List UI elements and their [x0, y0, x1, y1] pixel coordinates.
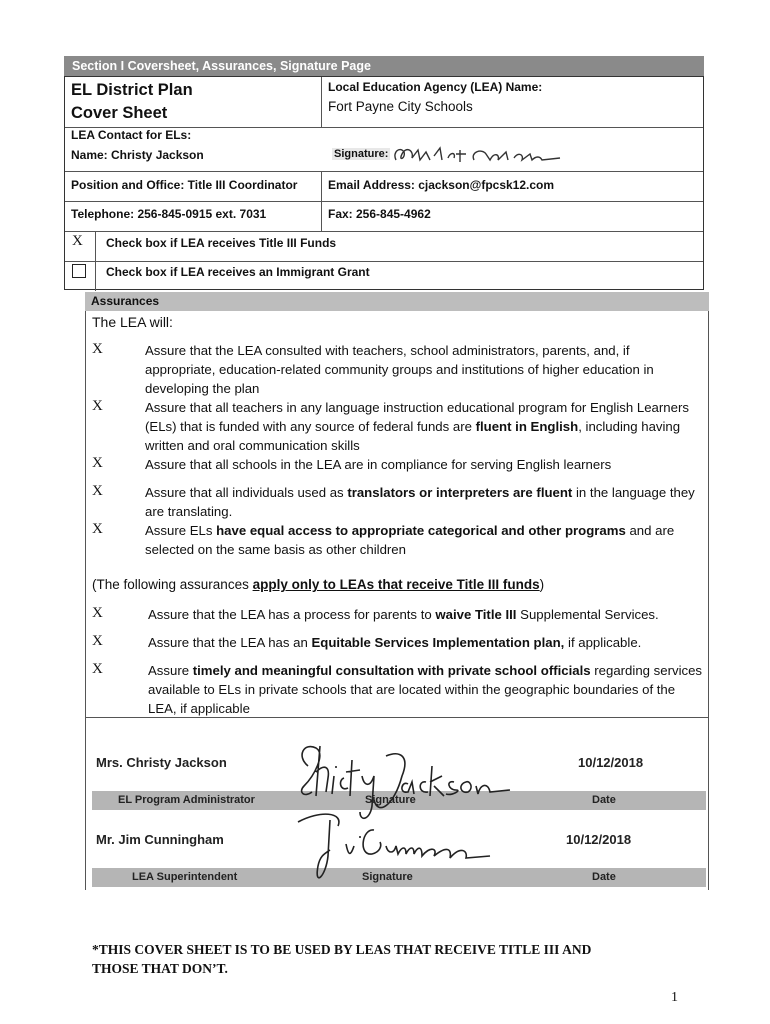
person1-name: Mrs. Christy Jackson	[96, 755, 227, 770]
person2-signature-image	[290, 806, 500, 892]
contact-signature-box	[328, 146, 700, 168]
plan-title-line2: Cover Sheet	[71, 104, 168, 122]
contact-email: Email Address: cjackson@fpcsk12.com	[328, 178, 555, 192]
assurance-item: Assure that all individuals used as translators or interpreters are fluent in the language they are translating.	[145, 485, 695, 519]
plan-title	[71, 79, 193, 125]
assurance-item: Assure that the LEA consulted with teachers, school administrators, parents, and, if appropriate, education-related community groups and institutions of higher education in developing the plan	[145, 343, 654, 396]
person2-date: 10/12/2018	[566, 832, 632, 847]
contact-label: LEA Contact for ELs:	[71, 128, 192, 142]
assurances-header: Assurances	[85, 292, 709, 311]
page-number: 1	[671, 990, 678, 1005]
title3-assurance-item: Assure timely and meaningful consultation with private school officials regarding services available to ELs in private schools that are located within the geographic boundaries of the LEA, if applicable	[148, 663, 703, 716]
assurance-mark: X	[92, 455, 103, 471]
person1-date: 10/12/2018	[578, 755, 644, 770]
footer-line2: THOSE THAT DON’T.	[92, 961, 228, 976]
footer-line1: *THIS COVER SHEET IS TO BE USED BY LEAS THAT RECEIVE TITLE III AND	[92, 942, 592, 957]
assurance-mark: X	[92, 341, 103, 357]
title3-assurance-mark: X	[92, 633, 103, 649]
contact-fax: Fax: 256-845-4962	[328, 207, 431, 221]
lea-name-value: Fort Payne City Schools	[328, 99, 473, 114]
person2-date-caption: Date	[592, 871, 616, 883]
contact-name: Name: Christy Jackson	[71, 148, 204, 162]
person2-signature-caption: Signature	[362, 871, 413, 883]
section-header: Section I Coversheet, Assurances, Signature Page	[64, 56, 704, 76]
title3-assurance-item: Assure that the LEA has an Equitable Services Implementation plan, if applicable.	[148, 635, 642, 650]
signature-label: Signature:	[334, 148, 389, 160]
assurance-item: Assure that all schools in the LEA are in compliance for serving English learners	[145, 457, 612, 472]
person1-signature-caption: Signature	[365, 794, 416, 806]
immigrant-checkbox-label: Check box if LEA receives an Immigrant Grant	[106, 265, 370, 279]
assurance-mark: X	[92, 521, 103, 537]
title3-assurance-mark: X	[92, 661, 103, 677]
title3-checkbox-label: Check box if LEA receives Title III Funds	[106, 236, 337, 250]
contact-signature-image	[390, 142, 650, 168]
assurance-item: Assure that all teachers in any language instruction educational program for English Learners (ELs) that is funded with any source of federal funds are fluent in English, including having written and oral communication skills	[145, 400, 689, 453]
title3-assurance-item: Assure that the LEA has a process for parents to waive Title III Supplemental Services.	[148, 607, 659, 622]
assurance-item: Assure ELs have equal access to appropriate categorical and other programs and are selected on the same basis as other children	[145, 523, 675, 557]
assurance-mark: X	[92, 398, 103, 414]
plan-title-line1: EL District Plan	[71, 81, 193, 99]
person2-name: Mr. Jim Cunningham	[96, 832, 224, 847]
person1-role: EL Program Administrator	[118, 794, 255, 806]
lea-name-label: Local Education Agency (LEA) Name:	[328, 80, 543, 94]
person1-date-caption: Date	[592, 794, 616, 806]
immigrant-checkbox[interactable]	[72, 264, 86, 278]
person2-role: LEA Superintendent	[132, 871, 238, 883]
footer-note	[92, 940, 692, 978]
title3-assurance-mark: X	[92, 605, 103, 621]
title3-assurances-intro: (The following assurances apply only to LEAs that receive Title III funds)	[92, 577, 545, 592]
contact-telephone: Telephone: 256-845-0915 ext. 7031	[71, 207, 267, 221]
assurance-mark: X	[92, 483, 103, 499]
title3-checkbox-mark[interactable]: X	[72, 233, 83, 249]
assurances-intro: The LEA will:	[92, 314, 173, 330]
contact-position: Position and Office: Title III Coordinator	[71, 178, 298, 192]
